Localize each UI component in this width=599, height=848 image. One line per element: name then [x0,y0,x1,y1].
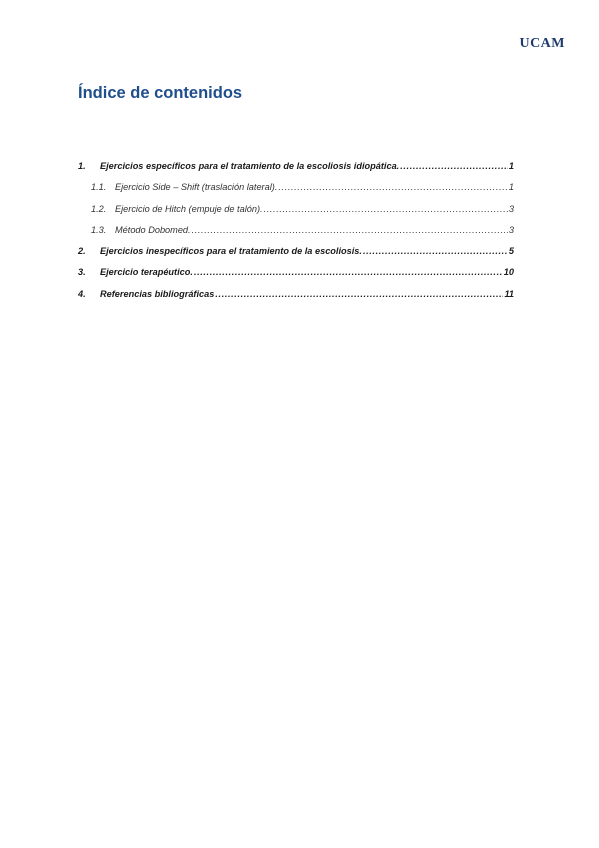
toc-entry-2[interactable] [78,241,514,262]
toc-entry-4[interactable] [78,284,514,305]
toc-entry-number: 2. [78,246,86,257]
toc-entry-number: 1.2. [91,203,107,214]
toc-entry-page: 3 [508,224,514,235]
toc-entry-page: 5 [508,246,514,257]
toc-dot-leader [400,156,508,177]
toc-entry-page: 10 [503,267,514,278]
toc-dot-leader [194,262,503,283]
toc-dot-leader [264,199,508,220]
toc-entry-text: Referencias bibliográficas [100,288,215,299]
toc-entry-number: 3. [78,267,86,278]
toc-title: Índice de contenidos [78,84,243,102]
toc-entry-number: 4. [78,288,86,299]
toc-entry-text: Ejercicio de Hitch (empuje de talón). [115,203,263,214]
toc-entry-page: 11 [504,288,514,299]
toc-entry-1-3[interactable] [78,220,514,241]
toc-entry-text: Ejercicios inespecíficos para el tratamiento de la escoliosis. [100,246,362,257]
toc-entry-3[interactable] [78,262,514,283]
ucam-logo: UCAM [519,36,565,51]
toc-entry-1-1[interactable] [78,177,514,198]
toc-entry-text: Método Dobomed. [115,224,191,235]
toc-entry-1-2[interactable] [78,199,514,220]
toc-entry-text: Ejercicio terapéutico. [100,267,193,278]
table-of-contents [78,156,514,305]
toc-dot-leader [215,284,503,305]
toc-entry-page: 1 [508,182,514,193]
toc-entry-page: 3 [508,203,514,214]
toc-entry-number: 1.3. [91,224,107,235]
toc-dot-leader [278,177,507,198]
toc-entry-text: Ejercicio Side – Shift (traslación lateral). [115,182,278,193]
toc-entry-number: 1. [78,161,86,171]
toc-entry-number: 1.1. [91,182,107,193]
toc-entry-page: 1 [508,161,514,171]
toc-entry-text: Ejercicios específicos para el tratamiento de la escoliosis idiopática. [100,161,400,171]
toc-dot-leader [363,241,508,262]
toc-dot-leader [192,220,508,241]
toc-entry-1[interactable] [78,156,514,177]
